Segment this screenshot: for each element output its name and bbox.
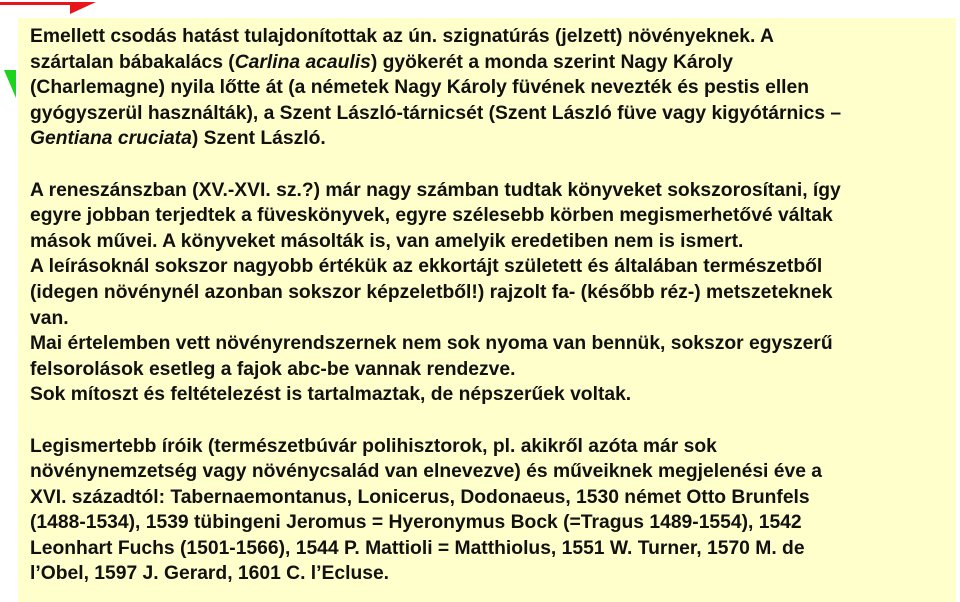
text-line [30,459,950,485]
red-arrow-line [0,2,80,5]
text-line [30,561,950,587]
text-line [30,510,950,536]
green-triangle-marker-icon [4,70,16,98]
slide-text [30,24,950,587]
paragraph-spacer [30,408,950,434]
text-line [30,24,950,50]
text-segment: XVI. századtól: Tabernaemontanus, Lonicerus, Dodonaeus, 1530 német Otto Brunfels [30,486,810,508]
text-segment: van. [30,307,69,329]
paragraph [30,24,950,152]
text-segment: Mai értelemben vett növényrendszernek nem sok nyoma van bennük, sokszor egyszerű [30,333,833,355]
text-segment: A leírásoknál sokszor nagyobb értékük az ekkortájt született és általában természetből [30,256,823,278]
text-line [30,331,950,357]
text-line [30,178,950,204]
text-line [30,280,950,306]
text-line [30,434,950,460]
text-segment: A reneszánszban (XV.-XVI. sz.?) már nagy számban tudtak könyveket sokszorosítani, így [30,179,841,201]
text-line [30,126,950,152]
paragraph-spacer [30,152,950,178]
text-segment: egyre jobban terjedtek a füveskönyvek, egyre szélesebb körben megismerhetővé váltak [30,205,833,227]
text-line [30,485,950,511]
text-line [30,75,950,101]
red-arrow-head-icon [70,2,96,14]
text-segment: l’Obel, 1597 J. Gerard, 1601 C. l’Ecluse. [30,563,390,585]
text-segment: gyógyszerül használták), a Szent László-tárnicsét (Szent László füve vagy kigyótárnics – [30,102,842,124]
italic-latin-name: Gentiana cruciata [30,128,192,150]
text-segment: mások művei. A könyveket másolták is, van amelyik eredetiben nem is ismert. [30,230,744,252]
text-segment: ) Szent László. [191,128,326,150]
text-line [30,229,950,255]
text-segment: (Charlemagne) nyila lőtte át (a németek Nagy Károly füvének nevezték és pestis ellen [30,77,810,99]
text-line [30,536,950,562]
text-line [30,357,950,383]
text-line [30,203,950,229]
text-line [30,254,950,280]
text-segment: Sok mítoszt és feltételezést is tartalmaztak, de népszerűek voltak. [30,384,632,406]
text-segment: növénynemzetség vagy növénycsalád van elnevezve) és műveiknek megjelenési éve a [30,461,823,483]
text-segment: felsorolások esetleg a fajok abc-be vannak rendezve. [30,358,516,380]
text-segment: (1488-1534), 1539 tübingeni Jeromus = Hyeronymus Bock (=Tragus 1489-1554), 1542 [30,512,802,534]
paragraph [30,434,950,588]
text-line [30,306,950,332]
italic-latin-name: Carlina acaulis [234,51,371,73]
text-line [30,101,950,127]
text-segment: Emellett csodás hatást tulajdonítottak az ún. szignatúrás (jelzett) növényeknek. A [30,26,774,47]
text-segment: Legismertebb íróik (természetbúvár polihisztorok, pl. akikről azóta már sok [30,435,717,457]
text-segment: Leonhart Fuchs (1501-1566), 1544 P. Mattioli = Matthiolus, 1551 W. Turner, 1570 M. de [30,537,805,559]
text-line [30,382,950,408]
text-segment: szártalan bábakalács ( [30,51,235,73]
text-line [30,50,950,76]
paragraph [30,178,950,408]
text-segment: (idegen növénynél azonban sokszor képzeletből!) rajzolt fa- (később réz-) metszeteknek [30,281,833,303]
text-segment: ) gyökerét a monda szerint Nagy Károly [370,51,733,73]
